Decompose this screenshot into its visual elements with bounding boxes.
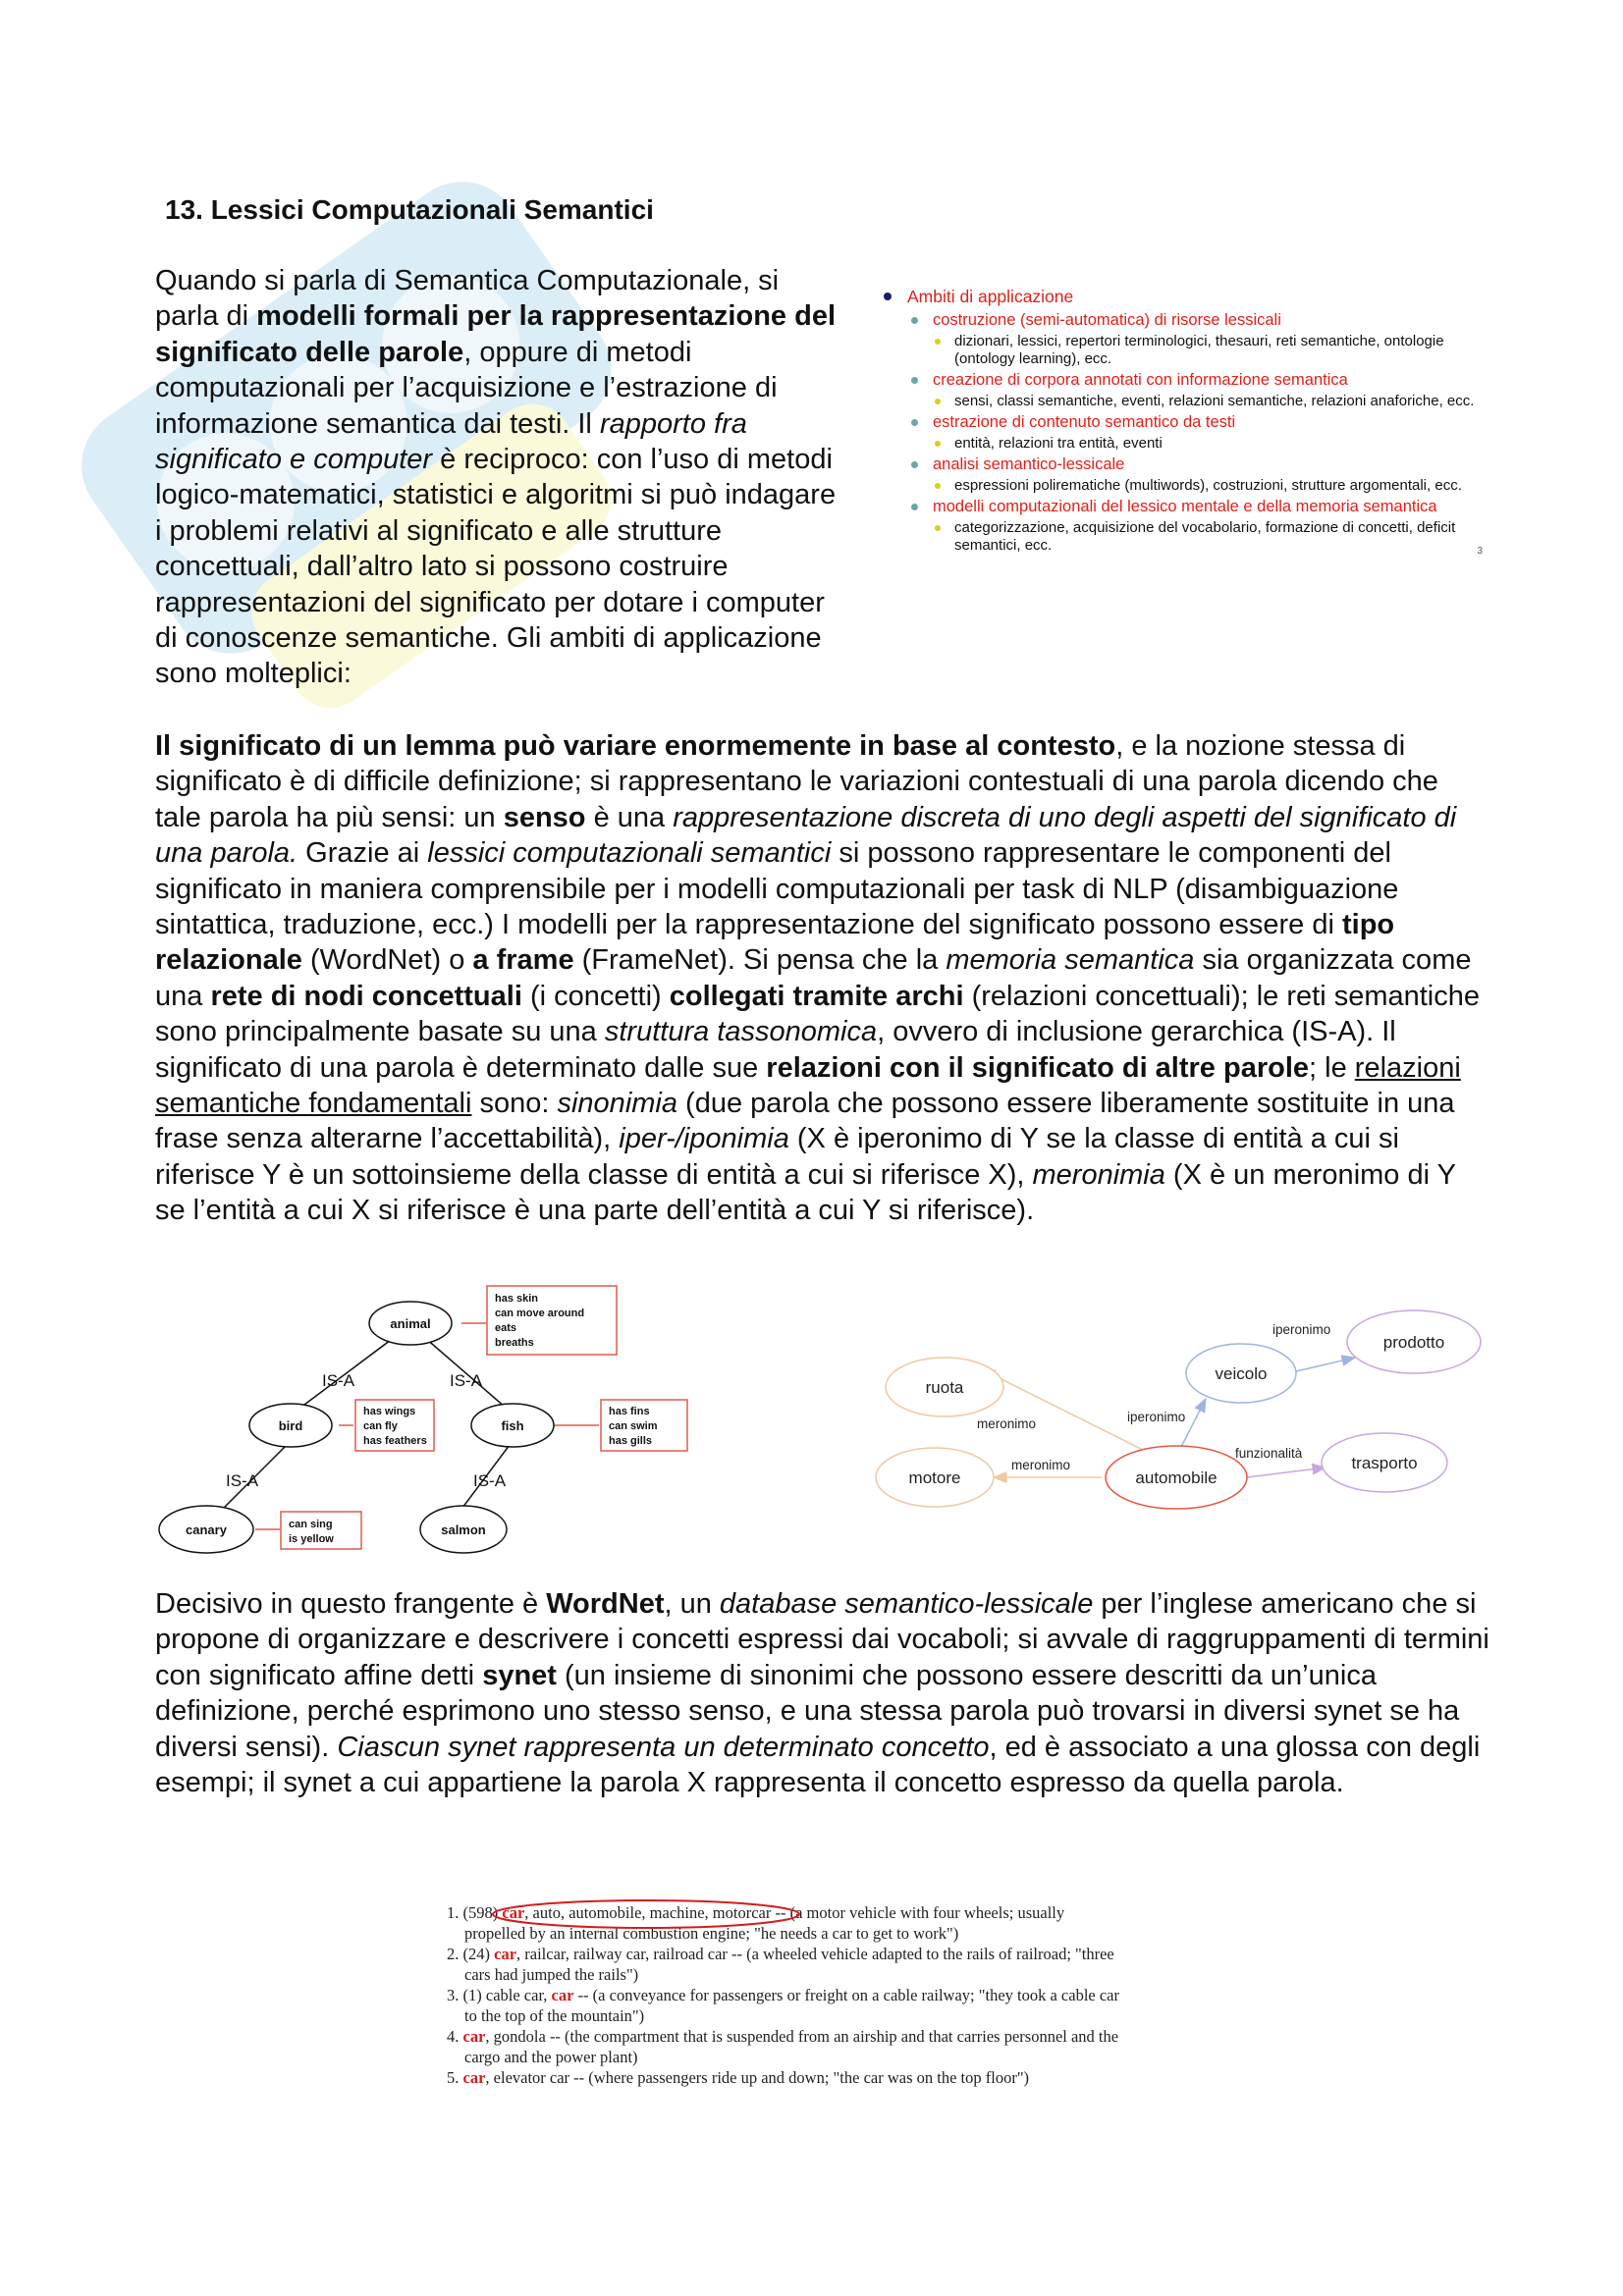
slide-detail: categorizzazione, acquisizione del vocabolario, formazione di concetti, deficit semantici, ecc. — [874, 519, 1492, 555]
isa-label: IS-A — [322, 1371, 355, 1390]
prop-text: eats — [495, 1322, 517, 1334]
prop-text: has feathers — [363, 1435, 427, 1447]
prop-text: has skin — [495, 1293, 539, 1305]
slide-detail: entità, relazioni tra entità, eventi — [874, 435, 1492, 453]
isa-label: IS-A — [450, 1371, 483, 1390]
sense-row: 5. car, elevator car -- (where passengers ride up and down; "the car was on the top floor") — [447, 2068, 1030, 2087]
label-fish: fish — [501, 1418, 524, 1433]
highlight-ellipse — [489, 1896, 803, 1932]
slide-detail: dizionari, lessici, repertori terminologici, thesauri, reti semantiche, ontologie (ontology learning), ecc. — [874, 333, 1492, 368]
prop-text: is yellow — [289, 1533, 334, 1545]
sense-row-cont: to the top of the mountain") — [464, 2006, 645, 2025]
isa-label: IS-A — [473, 1471, 507, 1490]
label-salmon: salmon — [441, 1522, 486, 1537]
edge-label: meronimo — [1011, 1458, 1071, 1472]
label-ruota: ruota — [925, 1378, 964, 1397]
wordnet-paragraph: Decisivo in questo frangente è WordNet, un database semantico-lessicale per l’inglese americano che si propone di organizzare e descrivere i concetti espressi dai vocaboli; si avvale di raggruppamenti di termini con significato affine detti synet (un insieme di sinonimi che possono essere descritti da un’unica definizione, perché esprimono uno stesso senso, e una stessa parola può trovarsi in diversi synet se ha diversi sensi). Ciascun synet rappresenta un determinato concetto, ed è associato a una glossa con degli esempi; il synet a cui appartiene la parola X rappresenta il concetto espresso da quella parola. — [155, 1588, 1489, 1799]
label-automobile: automobile — [1135, 1468, 1217, 1487]
sense-row-cont: cargo and the power plant) — [464, 2048, 638, 2066]
slide-detail: sensi, classi semantiche, eventi, relazioni semantiche, relazioni anaforiche, ecc. — [874, 393, 1492, 410]
prop-text: has wings — [363, 1406, 416, 1417]
prop-text: breaths — [495, 1337, 534, 1349]
label-motore: motore — [908, 1468, 961, 1487]
prop-text: has gills — [609, 1435, 653, 1447]
lexical-relation-graph — [874, 1291, 1492, 1517]
label-veicolo: veicolo — [1215, 1364, 1268, 1383]
edge-label: meronimo — [977, 1416, 1037, 1431]
slide-item: estrazione di contenuto semantico da testi — [874, 411, 1492, 433]
edge-label: iperonimo — [1272, 1322, 1331, 1337]
semantic-tree-diagram — [147, 1276, 717, 1571]
sense-row: 4. car, gondola -- (the compartment that is suspended from an airship and that carries personnel and the — [447, 2027, 1119, 2046]
meaning-paragraph: Il significato di un lemma può variare enormemente in base al contesto, e la nozione stessa di significato è di difficile definizione; si rappresentano le variazioni contestuali di una parola dicendo che tale parola ha più sensi: un senso è una rappresentazione discreta di uno degli aspetti del significato di una parola. Grazie ai lessici computazionali semantici si possono rappresentare le componenti del significato in maniera comprensibile per i modelli computazionali per task di NLP (disambiguazione sintattica, traduzione, ecc.) I modelli per la rappresentazione del significato possono essere di tipo relazionale (WordNet) o a frame (FrameNet). Si pensa che la memoria semantica sia organizzata come una rete di nodi concettuali (i concetti) collegati tramite archi (relazioni concettuali); le reti semantiche sono principalmente basate su una struttura tassonomica, ovvero di inclusione gerarchica (IS-A). Il significato di una parola è determinato dalle sue relazioni con il significato di altre parole; le relazioni semantiche fondamentali sono: sinonimia (due parola che possono essere liberamente sostituite in una frase senza alterarne l’accettabilità), iper-/iponimia (X è iperonimo di Y se la classe di entità a cui si riferisce Y è un sottoinsieme della classe di entità a cui si riferisce X), meronimia (X è un meronimo di Y se l’entità a cui X si riferisce è una parte dell’entità a cui Y si riferisce). — [155, 730, 1481, 1227]
label-canary: canary — [186, 1522, 227, 1537]
isa-label: IS-A — [226, 1471, 259, 1490]
wordnet-senses — [447, 1902, 1213, 2088]
sense-row-cont: propelled by an internal combustion engine; "he needs a car to get to work") — [464, 1924, 959, 1943]
label-prodotto: prodotto — [1382, 1333, 1445, 1352]
sense-row: 2. (24) car, railcar, railway car, railroad car -- (a wheeled vehicle adapted to the rails of railroad; "three — [447, 1945, 1114, 1963]
sense-row-cont: cars had jumped the rails") — [464, 1965, 639, 1984]
application-slide — [874, 285, 1492, 555]
prop-text: can sing — [289, 1519, 333, 1530]
slide-item: costruzione (semi-automatica) di risorse lessicali — [874, 309, 1492, 331]
slide-item: modelli computazionali del lessico mentale e della memoria semantica — [874, 496, 1492, 517]
slide-item: creazione di corpora annotati con informazione semantica — [874, 369, 1492, 391]
edge-label: funzionalità — [1235, 1446, 1303, 1461]
prop-text: can move around — [495, 1308, 585, 1319]
label-bird: bird — [278, 1418, 303, 1433]
intro-paragraph: Quando si parla di Semantica Computazionale, si parla di modelli formali per la rappresentazione del significato delle parole, oppure di metodi computazionali per l’acquisizione e l’estrazione di informazione semantica dai testi. Il rapporto fra significato e computer è reciproco: con l’uso di metodi logico-matematici, statistici e algoritmi si può indagare i problemi relativi al significato e alle strutture concettuali, dall’altro lato si possono costruire rappresentazioni del significato per dotare i computer di conoscenze semantiche. Gli ambiti di applicazione sono molteplici: — [155, 265, 837, 690]
sense-row: 3. (1) cable car, car -- (a conveyance for passengers or freight on a cable railway; "they took a cable car — [447, 1986, 1119, 2004]
slide-heading: Ambiti di applicazione — [874, 285, 1492, 308]
slide-page-number: 3 — [1477, 546, 1483, 557]
prop-text: can fly — [363, 1420, 398, 1432]
page-title: 13. Lessici Computazionali Semantici — [165, 194, 654, 225]
label-animal: animal — [390, 1316, 431, 1331]
slide-detail: espressioni polirematiche (multiwords), costruzioni, strutture argomentali, ecc. — [874, 477, 1492, 495]
prop-text: can swim — [609, 1420, 658, 1432]
slide-item: analisi semantico-lessicale — [874, 454, 1492, 475]
prop-text: has fins — [609, 1406, 650, 1417]
edge-label: iperonimo — [1127, 1410, 1186, 1424]
sense-row: 1. (598) car, auto, automobile, machine, motorcar -- (a motor vehicle with four wheels; usually — [447, 1903, 1065, 1922]
label-trasporto: trasporto — [1351, 1454, 1418, 1472]
